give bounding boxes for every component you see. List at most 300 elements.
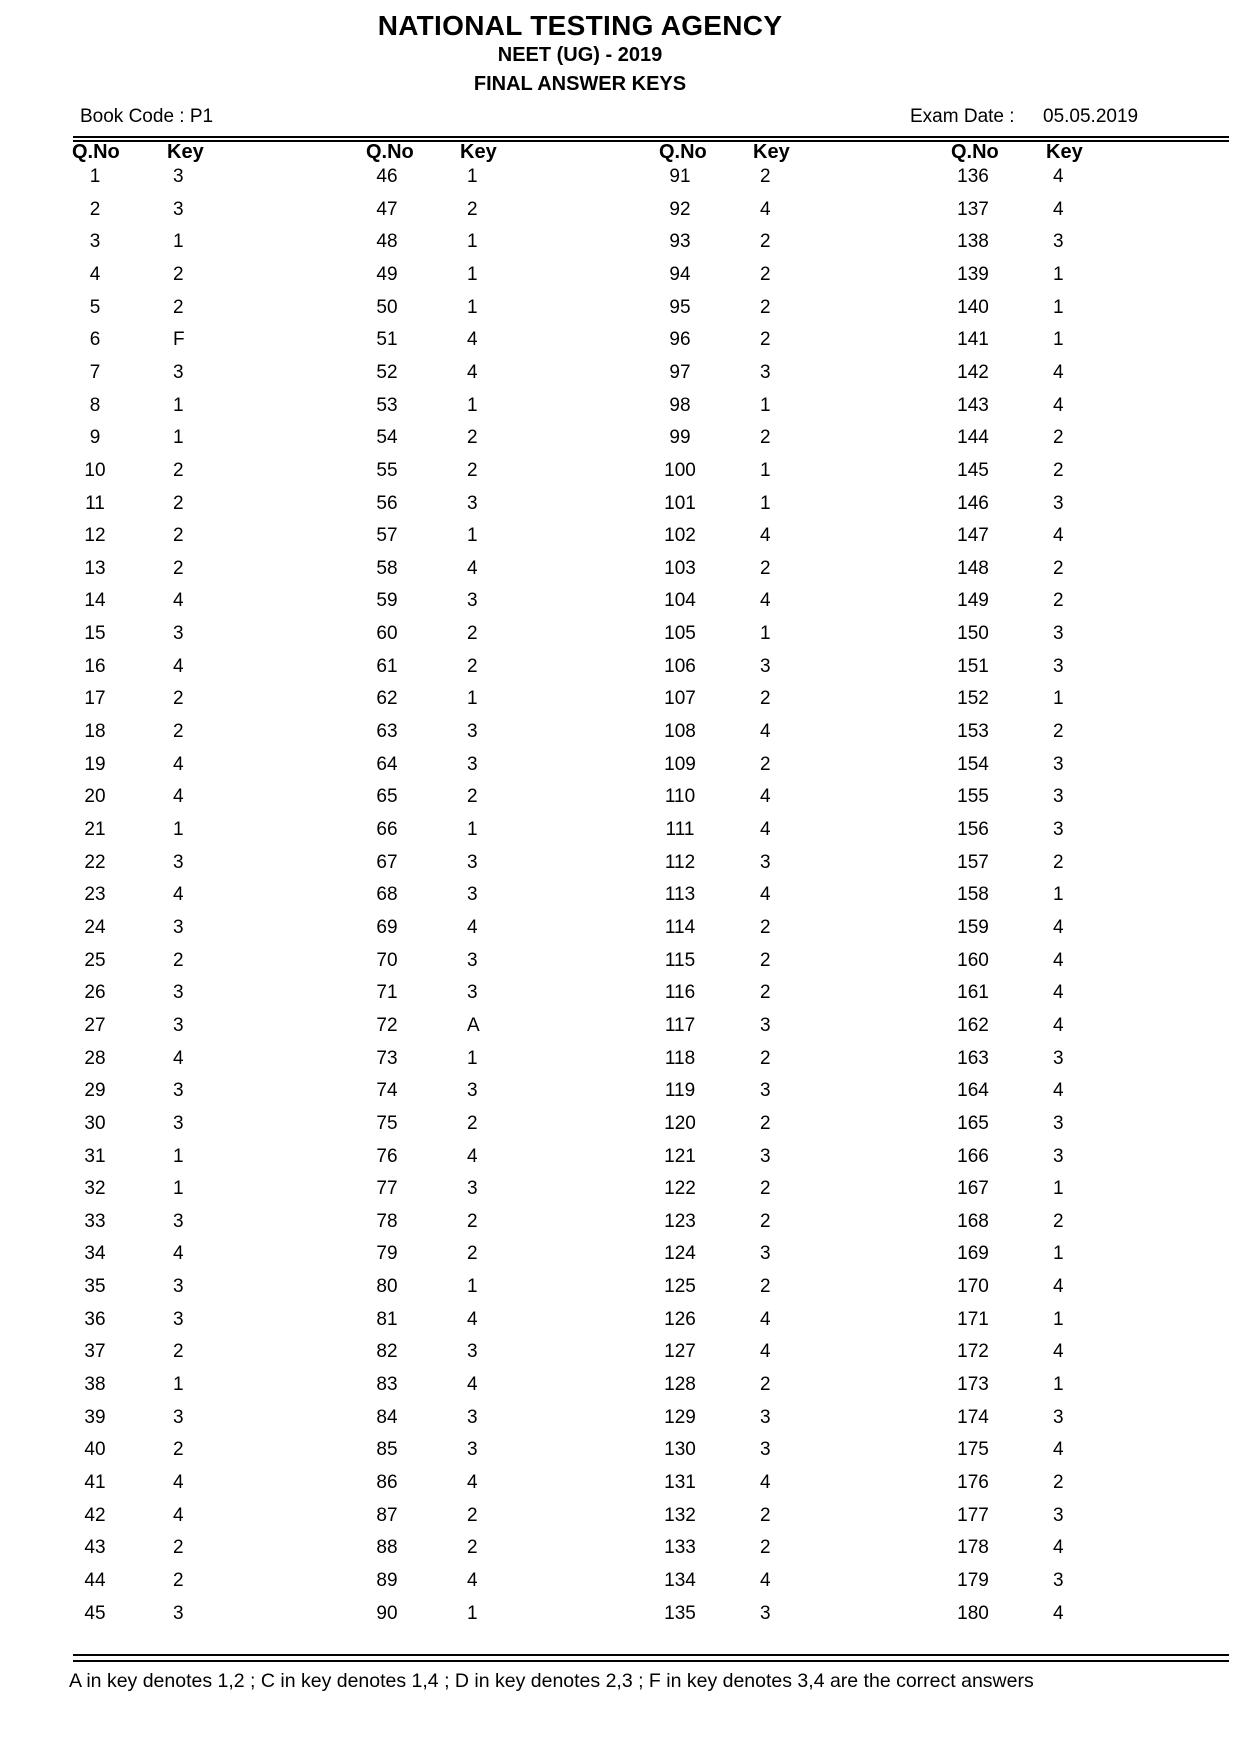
answer-key: 3: [467, 590, 478, 612]
question-number: 14: [84, 590, 106, 612]
answer-key: 4: [467, 329, 478, 351]
question-number: 97: [669, 361, 691, 383]
question-number: 121: [664, 1145, 696, 1167]
question-number: 148: [957, 557, 989, 579]
answer-key: 2: [760, 1112, 771, 1134]
answer-key: 3: [173, 361, 184, 383]
question-number: 101: [664, 492, 696, 514]
answer-key: 2: [760, 688, 771, 710]
answer-key: 2: [1053, 721, 1064, 743]
question-number: 72: [376, 1014, 398, 1036]
answer-key: 2: [760, 1374, 771, 1396]
answer-key: 2: [467, 198, 478, 220]
question-number: 84: [376, 1406, 398, 1428]
answer-key: 1: [173, 394, 184, 416]
answer-key: 3: [173, 1080, 184, 1102]
question-number: 75: [376, 1112, 398, 1134]
answer-key: 3: [1053, 1569, 1064, 1591]
answer-key: 4: [173, 884, 184, 906]
question-number: 141: [957, 329, 989, 351]
question-number: 55: [376, 459, 398, 481]
answer-key: 1: [467, 296, 478, 318]
answer-key: 4: [760, 1341, 771, 1363]
answer-key: 3: [467, 1406, 478, 1428]
question-number: 99: [669, 427, 691, 449]
question-number: 27: [84, 1014, 106, 1036]
answer-key: 1: [1053, 329, 1064, 351]
answer-key: F: [173, 329, 185, 351]
answer-key: 1: [467, 263, 478, 285]
question-number: 131: [664, 1472, 696, 1493]
answer-key: 2: [1053, 590, 1064, 612]
exam-date-label: Exam Date :: [910, 106, 1015, 127]
column-header-qno: Q.No: [366, 141, 414, 163]
answer-key: 1: [467, 1276, 478, 1298]
answer-key: 2: [467, 459, 478, 481]
question-number: 10: [84, 459, 106, 481]
question-number: 81: [376, 1308, 398, 1330]
answer-key: 3: [467, 851, 478, 873]
answer-key: 3: [173, 623, 184, 645]
answer-key: 1: [1053, 884, 1064, 906]
answer-key: 3: [173, 1014, 184, 1036]
question-number: 68: [376, 884, 398, 906]
question-number: 114: [664, 916, 696, 938]
question-number: 102: [664, 525, 696, 547]
question-number: 78: [376, 1210, 398, 1232]
answer-key: 3: [760, 655, 771, 677]
question-number: 162: [957, 1014, 989, 1036]
answer-key: 2: [1053, 1472, 1064, 1493]
question-number: 93: [669, 231, 691, 253]
answer-key: 2: [760, 427, 771, 449]
question-number: 39: [84, 1406, 106, 1428]
question-number: 144: [957, 427, 989, 449]
question-number: 54: [376, 427, 398, 449]
document-title: FINAL ANSWER KEYS: [473, 73, 687, 95]
answer-key: 4: [760, 819, 771, 840]
question-number: 38: [84, 1374, 106, 1396]
answer-key: 1: [173, 427, 184, 449]
answer-key: 2: [467, 1210, 478, 1232]
question-number: 133: [664, 1537, 696, 1559]
answer-key: 4: [1053, 1341, 1064, 1363]
answer-key: 2: [1053, 459, 1064, 481]
agency-title: NATIONAL TESTING AGENCY: [377, 10, 783, 41]
question-number: 155: [957, 786, 989, 808]
question-number: 176: [957, 1472, 989, 1493]
answer-key: 1: [173, 231, 184, 253]
answer-key: 3: [467, 721, 478, 743]
question-number: 86: [376, 1472, 398, 1493]
answer-key: 1: [467, 166, 478, 187]
question-number: 140: [957, 296, 989, 318]
answer-key: 4: [1053, 1602, 1064, 1624]
answer-key: 4: [760, 1308, 771, 1330]
answer-key: 4: [760, 1569, 771, 1591]
answer-key: 2: [1053, 557, 1064, 579]
answer-key: 2: [173, 525, 184, 547]
answer-key: 3: [467, 982, 478, 1004]
question-number: 106: [664, 655, 696, 677]
question-number: 17: [84, 688, 106, 710]
question-number: 143: [957, 394, 989, 416]
answer-key: 4: [1053, 361, 1064, 383]
question-number: 33: [84, 1210, 106, 1232]
question-number: 16: [84, 655, 106, 677]
question-number: 137: [957, 198, 989, 220]
question-number: 163: [957, 1047, 989, 1069]
answer-key: 1: [467, 1047, 478, 1069]
answer-key: 2: [760, 1537, 771, 1559]
question-number: 15: [84, 623, 106, 645]
answer-key: 1: [467, 525, 478, 547]
question-number: 129: [664, 1406, 696, 1428]
answer-key: 2: [1053, 851, 1064, 873]
question-number: 165: [957, 1112, 989, 1134]
question-number: 134: [664, 1569, 696, 1591]
answer-key: 4: [467, 1374, 478, 1396]
answer-key: 1: [760, 492, 771, 514]
question-number: 50: [376, 296, 398, 318]
answer-key: 1: [1053, 263, 1064, 285]
answer-key: 3: [467, 884, 478, 906]
question-number: 23: [84, 884, 106, 906]
question-number: 91: [669, 166, 691, 187]
question-number: 112: [664, 851, 696, 873]
question-number: 135: [664, 1602, 696, 1624]
question-number: 158: [957, 884, 989, 906]
answer-key: 2: [467, 1504, 478, 1526]
question-number: 12: [84, 525, 106, 547]
question-number: 2: [89, 198, 101, 220]
answer-key: 2: [760, 916, 771, 938]
question-number: 100: [664, 459, 696, 481]
question-number: 139: [957, 263, 989, 285]
answer-key: 1: [173, 819, 184, 840]
question-number: 11: [85, 492, 105, 514]
question-number: 29: [84, 1080, 106, 1102]
question-number: 45: [84, 1602, 106, 1624]
question-number: 42: [84, 1504, 106, 1526]
answer-key: 4: [173, 753, 184, 775]
question-number: 83: [376, 1374, 398, 1396]
question-number: 172: [957, 1341, 989, 1363]
question-number: 96: [669, 329, 691, 351]
answer-key: 3: [467, 1178, 478, 1200]
column-header-qno: Q.No: [659, 141, 707, 163]
question-number: 90: [376, 1602, 398, 1624]
answer-key: 3: [760, 1145, 771, 1167]
question-number: 51: [376, 329, 398, 351]
answer-key: 4: [760, 198, 771, 220]
answer-key: 2: [760, 753, 771, 775]
question-number: 128: [664, 1374, 696, 1396]
answer-key: 3: [173, 982, 184, 1004]
question-number: 46: [376, 166, 398, 187]
question-number: 44: [84, 1569, 106, 1591]
question-number: 132: [664, 1504, 696, 1526]
answer-key: 3: [1053, 231, 1064, 253]
question-number: 127: [664, 1341, 696, 1363]
question-number: 104: [664, 590, 696, 612]
answer-key: 4: [1053, 1537, 1064, 1559]
question-number: 117: [664, 1014, 696, 1036]
question-number: 161: [957, 982, 989, 1004]
answer-key: 3: [173, 166, 184, 187]
question-number: 59: [376, 590, 398, 612]
question-number: 169: [957, 1243, 989, 1265]
header-divider-top: [73, 136, 1229, 138]
question-number: 109: [664, 753, 696, 775]
question-number: 22: [84, 851, 106, 873]
question-number: 9: [89, 427, 101, 449]
question-number: 116: [664, 982, 696, 1004]
answer-key: 3: [173, 1210, 184, 1232]
answer-key: 1: [467, 819, 478, 840]
answer-key: 1: [760, 623, 771, 645]
column-header-key: Key: [1046, 141, 1083, 163]
question-number: 82: [376, 1341, 398, 1363]
question-number: 62: [376, 688, 398, 710]
question-number: 6: [89, 329, 101, 351]
answer-key: A: [467, 1014, 480, 1036]
question-number: 67: [376, 851, 398, 873]
question-number: 63: [376, 721, 398, 743]
question-number: 21: [84, 819, 106, 840]
answer-key: 1: [467, 231, 478, 253]
question-number: 177: [957, 1504, 989, 1526]
question-number: 146: [957, 492, 989, 514]
answer-key: 1: [1053, 1308, 1064, 1330]
answer-key: 2: [173, 557, 184, 579]
answer-key: 4: [1053, 525, 1064, 547]
question-number: 76: [376, 1145, 398, 1167]
question-number: 125: [664, 1276, 696, 1298]
question-number: 167: [957, 1178, 989, 1200]
answer-key: 2: [173, 721, 184, 743]
answer-key: 3: [173, 851, 184, 873]
question-number: 113: [664, 884, 696, 906]
question-number: 53: [376, 394, 398, 416]
answer-key: 4: [1053, 916, 1064, 938]
answer-key: 2: [173, 1341, 184, 1363]
answer-key: 2: [760, 1178, 771, 1200]
question-number: 149: [957, 590, 989, 612]
answer-key: 3: [1053, 786, 1064, 808]
answer-key: 1: [1053, 296, 1064, 318]
question-number: 80: [376, 1276, 398, 1298]
question-number: 30: [84, 1112, 106, 1134]
answer-key: 1: [1053, 1178, 1064, 1200]
key-legend-note: A in key denotes 1,2 ; C in key denotes 1,4 ; D in key denotes 2,3 ; F in key denotes 3,4 are the correct answers: [69, 1670, 1034, 1692]
answer-key: 2: [173, 1569, 184, 1591]
question-number: 32: [84, 1178, 106, 1200]
answer-key: 4: [173, 1047, 184, 1069]
question-number: 41: [84, 1472, 106, 1493]
question-number: 123: [664, 1210, 696, 1232]
answer-key: 3: [1053, 1047, 1064, 1069]
answer-key: 3: [760, 1439, 771, 1461]
footer-divider-top: [73, 1654, 1229, 1656]
question-number: 66: [376, 819, 398, 840]
question-number: 77: [376, 1178, 398, 1200]
question-number: 43: [84, 1537, 106, 1559]
answer-key: 4: [467, 1472, 478, 1493]
question-number: 107: [664, 688, 696, 710]
question-number: 20: [84, 786, 106, 808]
answer-key: 3: [1053, 492, 1064, 514]
answer-key: 3: [173, 1276, 184, 1298]
answer-key: 2: [173, 949, 184, 971]
answer-key: 3: [467, 949, 478, 971]
question-number: 92: [669, 198, 691, 220]
answer-key: 2: [467, 1537, 478, 1559]
question-number: 124: [664, 1243, 696, 1265]
question-number: 110: [664, 786, 696, 808]
question-number: 156: [957, 819, 989, 840]
answer-key: 3: [760, 1243, 771, 1265]
question-number: 126: [664, 1308, 696, 1330]
answer-key: 4: [173, 1504, 184, 1526]
question-number: 108: [664, 721, 696, 743]
answer-key: 2: [760, 263, 771, 285]
question-number: 74: [376, 1080, 398, 1102]
answer-key: 3: [1053, 623, 1064, 645]
answer-key: 3: [467, 1080, 478, 1102]
question-number: 122: [664, 1178, 696, 1200]
question-number: 40: [84, 1439, 106, 1461]
question-number: 31: [84, 1145, 106, 1167]
question-number: 8: [89, 394, 101, 416]
question-number: 142: [957, 361, 989, 383]
question-number: 73: [376, 1047, 398, 1069]
answer-key: 3: [1053, 819, 1064, 840]
question-number: 37: [84, 1341, 106, 1363]
question-number: 79: [376, 1243, 398, 1265]
answer-key: 2: [467, 1243, 478, 1265]
question-number: 164: [957, 1080, 989, 1102]
question-number: 35: [84, 1276, 106, 1298]
answer-key: 2: [173, 1537, 184, 1559]
answer-key: 3: [467, 753, 478, 775]
answer-key: 4: [760, 786, 771, 808]
question-number: 13: [84, 557, 106, 579]
answer-key: 2: [467, 623, 478, 645]
question-number: 178: [957, 1537, 989, 1559]
answer-key: 4: [467, 1145, 478, 1167]
column-header-key: Key: [753, 141, 790, 163]
answer-key: 4: [467, 557, 478, 579]
answer-key: 4: [1053, 1276, 1064, 1298]
answer-key: 3: [1053, 1406, 1064, 1428]
answer-key: 3: [760, 1602, 771, 1624]
question-number: 180: [957, 1602, 989, 1624]
answer-key: 3: [1053, 1145, 1064, 1167]
footer-divider-bottom: [73, 1660, 1229, 1662]
answer-key: 4: [1053, 394, 1064, 416]
exam-title: NEET (UG) - 2019: [497, 44, 663, 66]
question-number: 160: [957, 949, 989, 971]
answer-key: 3: [1053, 753, 1064, 775]
question-number: 56: [376, 492, 398, 514]
answer-key: 3: [760, 851, 771, 873]
answer-key: 3: [467, 1341, 478, 1363]
answer-key: 1: [1053, 1243, 1064, 1265]
answer-key: 4: [760, 525, 771, 547]
answer-key: 4: [467, 1308, 478, 1330]
answer-key: 1: [173, 1178, 184, 1200]
question-number: 25: [84, 949, 106, 971]
answer-key: 4: [760, 590, 771, 612]
answer-key: 4: [1053, 198, 1064, 220]
answer-key: 3: [760, 1014, 771, 1036]
question-number: 48: [376, 231, 398, 253]
question-number: 105: [664, 623, 696, 645]
answer-key: 4: [760, 884, 771, 906]
question-number: 24: [84, 916, 106, 938]
answer-key: 2: [467, 427, 478, 449]
question-number: 1: [89, 166, 101, 187]
answer-key: 2: [173, 459, 184, 481]
question-number: 26: [84, 982, 106, 1004]
exam-date-value: 05.05.2019: [1043, 106, 1139, 127]
answer-key: 3: [467, 1439, 478, 1461]
question-number: 151: [957, 655, 989, 677]
question-number: 115: [664, 949, 696, 971]
answer-key: 2: [760, 557, 771, 579]
question-number: 88: [376, 1537, 398, 1559]
answer-key: 4: [173, 1243, 184, 1265]
question-number: 61: [376, 655, 398, 677]
answer-key: 2: [467, 786, 478, 808]
question-number: 147: [957, 525, 989, 547]
question-number: 19: [84, 753, 106, 775]
answer-key: 2: [760, 231, 771, 253]
answer-key: 3: [760, 1080, 771, 1102]
answer-key: 1: [760, 394, 771, 416]
answer-key: 3: [173, 198, 184, 220]
answer-key: 2: [760, 1276, 771, 1298]
answer-key: 2: [760, 1504, 771, 1526]
answer-key: 1: [467, 1602, 478, 1624]
answer-key: 3: [173, 1308, 184, 1330]
question-number: 153: [957, 721, 989, 743]
question-number: 175: [957, 1439, 989, 1461]
answer-key: 3: [760, 1406, 771, 1428]
question-number: 5: [89, 296, 101, 318]
answer-key: 3: [467, 492, 478, 514]
question-number: 170: [957, 1276, 989, 1298]
question-number: 34: [84, 1243, 106, 1265]
answer-key: 2: [467, 655, 478, 677]
answer-key: 2: [173, 688, 184, 710]
question-number: 69: [376, 916, 398, 938]
answer-key: 1: [1053, 688, 1064, 710]
answer-key: 4: [760, 1472, 771, 1493]
question-number: 89: [376, 1569, 398, 1591]
question-number: 64: [376, 753, 398, 775]
question-number: 58: [376, 557, 398, 579]
answer-key: 4: [173, 655, 184, 677]
question-number: 138: [957, 231, 989, 253]
answer-key: 3: [173, 1406, 184, 1428]
question-number: 94: [669, 263, 691, 285]
answer-key: 4: [173, 786, 184, 808]
question-number: 159: [957, 916, 989, 938]
question-number: 98: [669, 394, 691, 416]
answer-key: 2: [760, 296, 771, 318]
